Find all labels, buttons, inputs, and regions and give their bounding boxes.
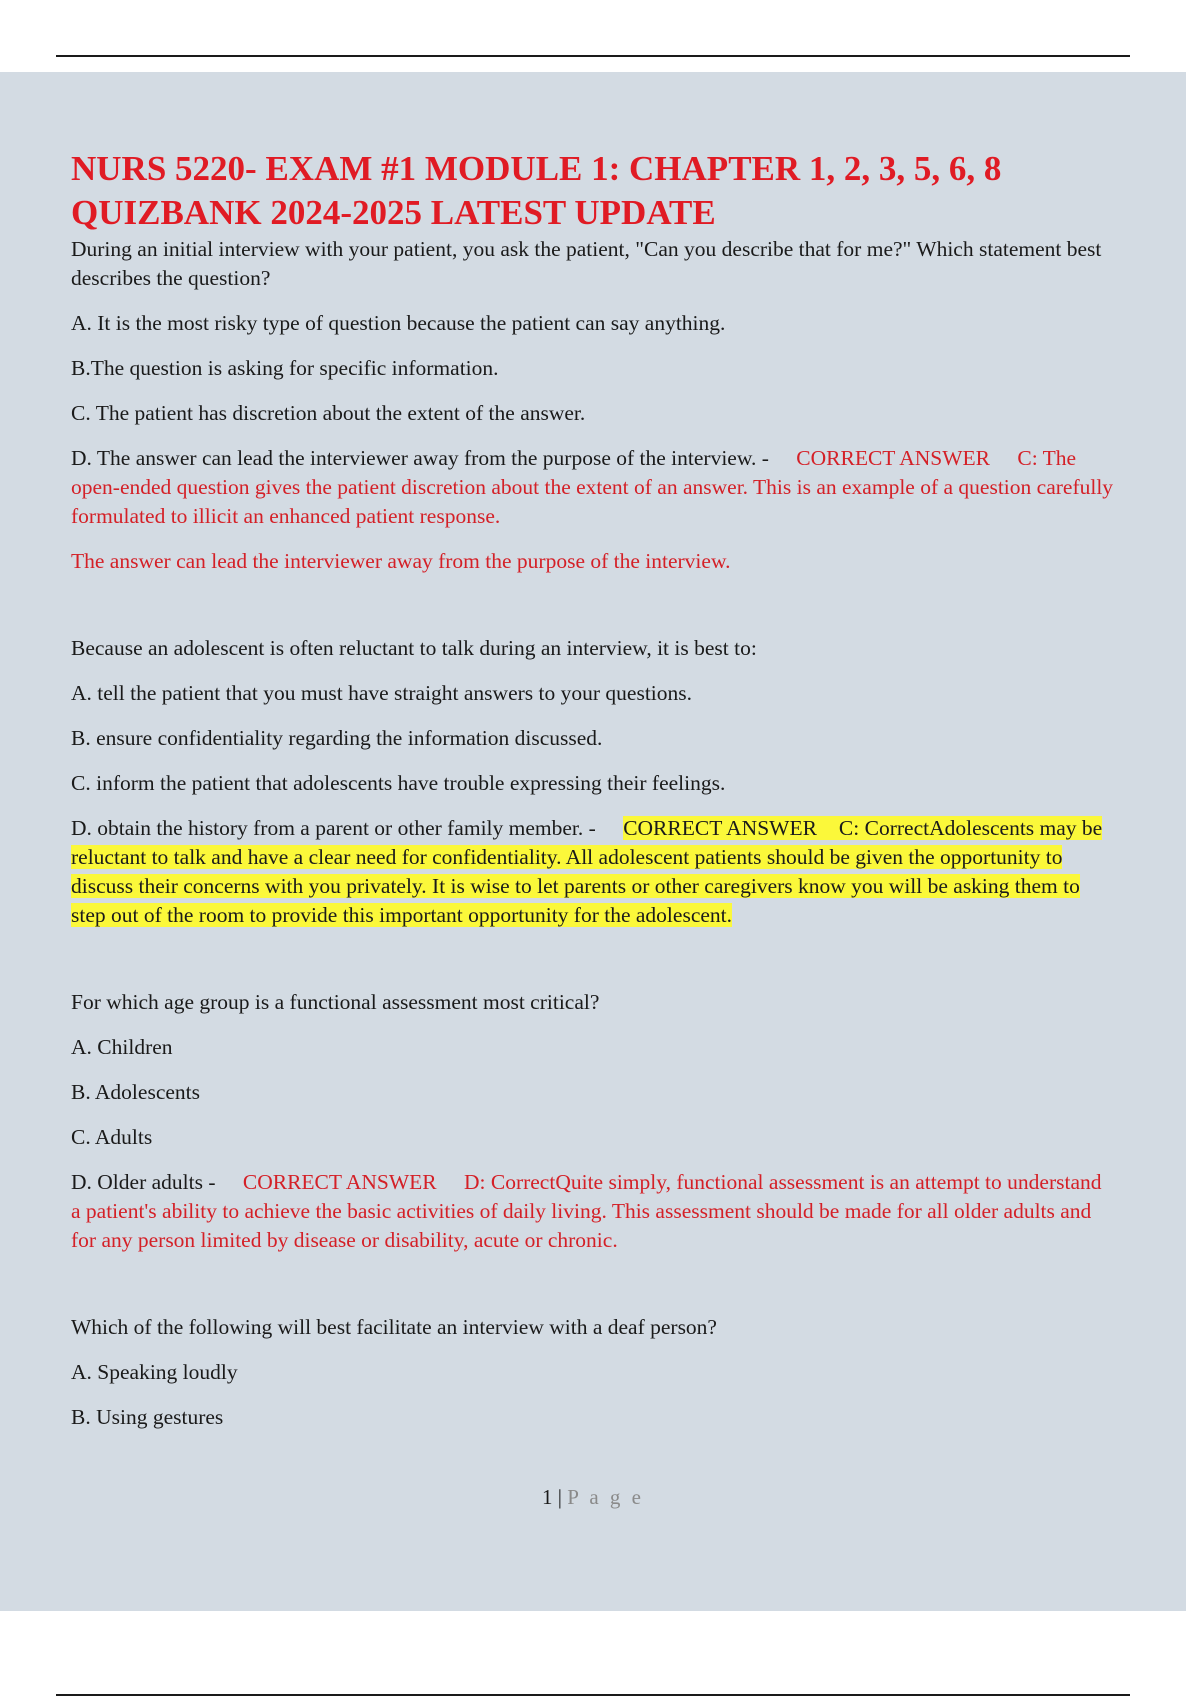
option-d: D. obtain the history from a parent or other family member. - bbox=[71, 816, 596, 840]
page-content bbox=[71, 147, 1116, 1432]
document-title bbox=[71, 147, 1116, 235]
question-text: For which age group is a functional assessment most critical? bbox=[71, 990, 600, 1014]
option-c: C. inform the patient that adolescents have trouble expressing their feelings. bbox=[71, 771, 726, 795]
answer-rationale: C: CorrectAdolescents may be reluctant to talk and have a clear need for confidentiality. All adolescent patients should be given the opportunity to discuss their concerns with you privately. It is wise to let parents or other caregivers know you will be asking them to step out of the room to provide this important opportunity for the adolescent. bbox=[71, 816, 1103, 927]
document-page bbox=[0, 72, 1186, 1611]
option-d-with-answer bbox=[71, 1168, 1116, 1255]
page-label: P a g e bbox=[567, 1485, 644, 1509]
option-a: A. It is the most risky type of question because the patient can say anything. bbox=[71, 311, 726, 335]
question-block-2 bbox=[71, 634, 1116, 930]
correct-answer-label: CORRECT ANSWER bbox=[623, 816, 817, 840]
correct-answer-label: CORRECT ANSWER bbox=[242, 1170, 437, 1194]
option-c: C. The patient has discretion about the extent of the answer. bbox=[71, 401, 586, 425]
answer-extra-note: The answer can lead the interviewer away from the purpose of the interview. bbox=[71, 549, 731, 573]
page-separator: | bbox=[557, 1485, 562, 1509]
option-a: A. tell the patient that you must have straight answers to your questions. bbox=[71, 681, 693, 705]
question-text: Because an adolescent is often reluctant to talk during an interview, it is best to: bbox=[71, 636, 757, 660]
option-b: B. Using gestures bbox=[71, 1405, 224, 1429]
page-number: 1 bbox=[541, 1485, 553, 1509]
answer-rationale: D: CorrectQuite simply, functional assessment is an attempt to understand a patient's ability to achieve the basic activities of daily living. This assessment should be made for all older adults and for any person limited by disease or disability, acute or chronic. bbox=[71, 1170, 1102, 1252]
question-block-3 bbox=[71, 988, 1116, 1255]
page-footer bbox=[0, 1485, 1186, 1510]
answer-rationale: C: The open-ended question gives the patient discretion about the extent of an answer. This is an example of a question carefully formulated to illicit an enhanced patient response. bbox=[71, 446, 1114, 528]
option-d-with-answer bbox=[71, 444, 1116, 531]
option-c: C. Adults bbox=[71, 1125, 153, 1149]
option-a: A. Children bbox=[71, 1035, 173, 1059]
bottom-rule bbox=[56, 1694, 1130, 1696]
option-d-with-answer bbox=[71, 814, 1116, 930]
option-d: D. The answer can lead the interviewer away from the purpose of the interview. - bbox=[71, 446, 769, 470]
title-line-1: NURS 5220- EXAM #1 MODULE 1: CHAPTER 1, 2, 3, 5, 6, 8 bbox=[71, 149, 1002, 188]
option-a: A. Speaking loudly bbox=[71, 1360, 238, 1384]
option-d: D. Older adults - bbox=[71, 1170, 216, 1194]
question-text: During an initial interview with your patient, you ask the patient, "Can you describe that for me?" Which statement best describes the question? bbox=[71, 237, 1102, 290]
option-b: B.The question is asking for specific information. bbox=[71, 356, 499, 380]
correct-answer-label: CORRECT ANSWER bbox=[796, 446, 990, 470]
option-b: B. Adolescents bbox=[71, 1080, 200, 1104]
question-text: Which of the following will best facilitate an interview with a deaf person? bbox=[71, 1315, 717, 1339]
top-rule bbox=[56, 55, 1130, 57]
question-block-1 bbox=[71, 235, 1116, 576]
option-b: B. ensure confidentiality regarding the information discussed. bbox=[71, 726, 603, 750]
title-line-2: QUIZBANK 2024-2025 LATEST UPDATE bbox=[71, 193, 716, 232]
question-block-4 bbox=[71, 1313, 1116, 1432]
